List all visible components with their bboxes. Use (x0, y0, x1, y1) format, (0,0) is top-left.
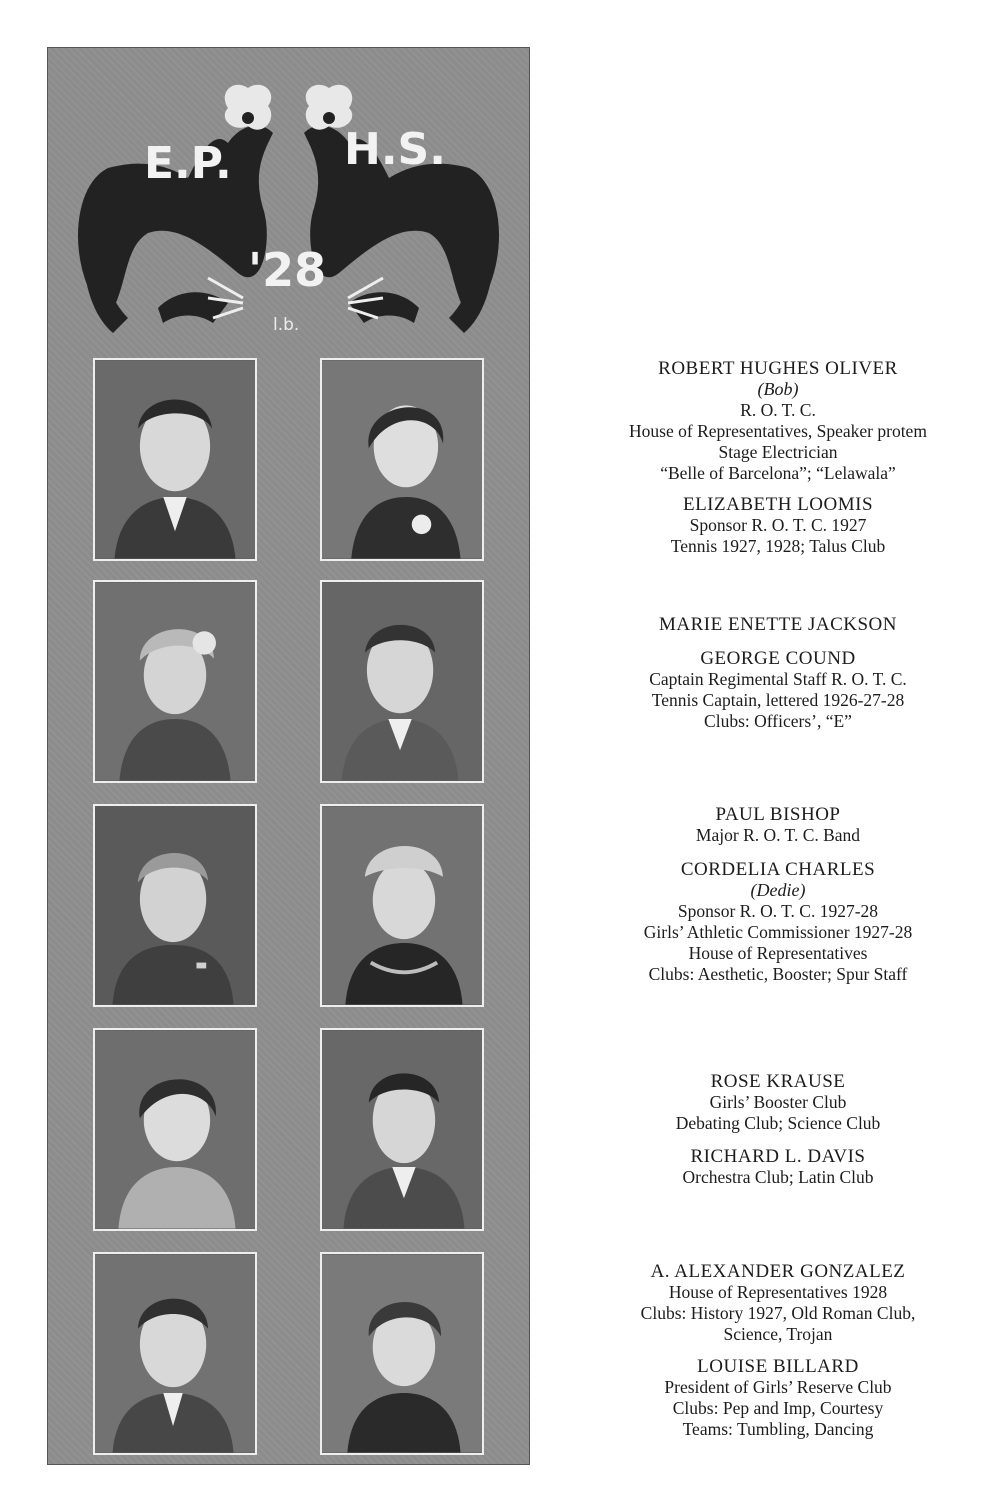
photo-panel (47, 47, 530, 1465)
entry-cordelia-charles (572, 859, 984, 985)
entry-marie-jackson (572, 614, 984, 635)
activity-line: Major R. O. T. C. Band (695, 825, 861, 845)
activity-line: Clubs: Pep and Imp, Courtesy (672, 1398, 884, 1418)
entry-rose-krause (572, 1071, 984, 1134)
activity-line: President of Girls’ Reserve Club (664, 1377, 892, 1397)
student-name: CORDELIA CHARLES (680, 859, 876, 880)
class-emblem (48, 48, 529, 348)
activity-line: Tennis Captain, lettered 1926-27-28 (651, 690, 905, 710)
portrait-photo (93, 1252, 257, 1455)
class-year: '28 (248, 243, 327, 297)
portrait-image (322, 582, 482, 781)
portrait-photo (320, 804, 484, 1007)
student-name: ROBERT HUGHES OLIVER (658, 358, 898, 379)
portrait-photo (320, 1252, 484, 1455)
right-rooster-illustration (304, 85, 499, 333)
left-rooster-illustration (78, 85, 273, 333)
student-name: A. ALEXANDER GONZALEZ (650, 1261, 906, 1282)
portrait-image (95, 1030, 255, 1229)
portrait-photo (93, 1028, 257, 1231)
portrait-photo (93, 580, 257, 783)
activity-line: Clubs: Officers’, “E” (704, 711, 852, 731)
student-name: LOUISE BILLARD (697, 1356, 859, 1377)
portrait-image (322, 1254, 482, 1453)
activity-line: Tennis 1927, 1928; Talus Club (670, 536, 886, 556)
artist-mark: l.b. (273, 315, 300, 335)
portrait-photo (320, 358, 484, 561)
portrait-photo (320, 1028, 484, 1231)
activity-line: Clubs: Aesthetic, Booster; Spur Staff (648, 964, 908, 984)
activity-line: Science, Trojan (723, 1324, 833, 1344)
activity-line: Sponsor R. O. T. C. 1927 (689, 515, 867, 535)
activity-line: House of Representatives 1928 (668, 1282, 888, 1302)
activity-line: R. O. T. C. (740, 400, 816, 420)
activity-line: Captain Regimental Staff R. O. T. C. (649, 669, 907, 689)
portrait-image (95, 582, 255, 781)
portrait-image (322, 806, 482, 1005)
activity-line: Clubs: History 1927, Old Roman Club, (640, 1303, 916, 1323)
left-initials: E.P. (144, 138, 232, 189)
entry-alexander-gonzalez (572, 1261, 984, 1345)
portrait-image (322, 1030, 482, 1229)
student-nickname: (Dedie) (750, 880, 806, 900)
portrait-photo (93, 804, 257, 1007)
student-name: ELIZABETH LOOMIS (682, 494, 874, 515)
activity-line: Girls’ Athletic Commissioner 1927-28 (643, 922, 913, 942)
student-name: MARIE ENETTE JACKSON (659, 614, 897, 635)
activity-line: Debating Club; Science Club (675, 1113, 881, 1133)
activity-line: Girls’ Booster Club (709, 1092, 847, 1112)
portrait-image (95, 1254, 255, 1453)
entry-paul-bishop (572, 804, 984, 846)
right-initials: H.S. (344, 124, 446, 175)
student-nickname: (Bob) (757, 379, 799, 399)
entry-robert-oliver (572, 358, 984, 484)
portrait-image (322, 360, 482, 559)
activity-line: Stage Electrician (718, 442, 838, 462)
entry-george-cound (572, 648, 984, 732)
entry-richard-davis (572, 1146, 984, 1188)
student-name: GEORGE COUND (700, 648, 856, 669)
portrait-photo (93, 358, 257, 561)
portrait-photo (320, 580, 484, 783)
portrait-image (95, 360, 255, 559)
activity-line: “Belle of Barcelona”; “Lelawala” (660, 463, 896, 483)
student-name: ROSE KRAUSE (710, 1071, 846, 1092)
student-name: PAUL BISHOP (715, 804, 841, 825)
activity-line: Orchestra Club; Latin Club (682, 1167, 874, 1187)
activity-line: Sponsor R. O. T. C. 1927-28 (677, 901, 879, 921)
activity-line: House of Representatives, Speaker protem (629, 421, 927, 441)
activity-line: Teams: Tumbling, Dancing (682, 1419, 874, 1439)
entry-elizabeth-loomis (572, 494, 984, 557)
portrait-image (95, 806, 255, 1005)
student-name: RICHARD L. DAVIS (690, 1146, 866, 1167)
activity-line: House of Representatives (688, 943, 868, 963)
entry-louise-billard (572, 1356, 984, 1440)
